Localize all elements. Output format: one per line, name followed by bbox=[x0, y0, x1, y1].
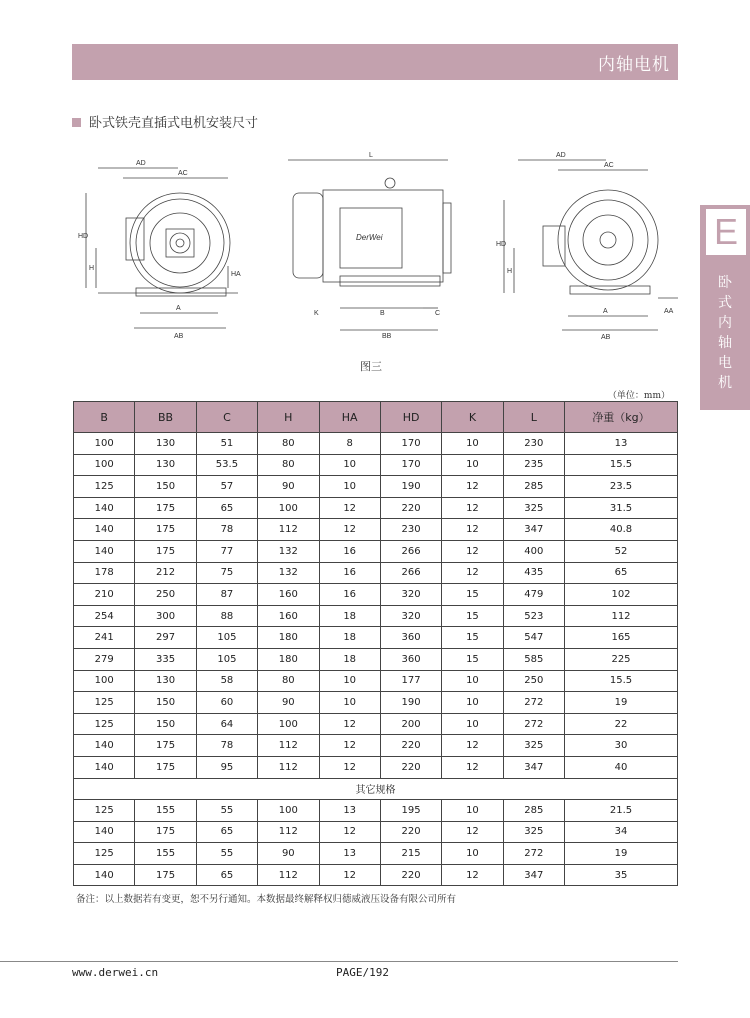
table-body-main bbox=[74, 433, 678, 779]
table-cell: 140 bbox=[74, 497, 135, 519]
table-row bbox=[74, 648, 678, 670]
dim-label-a-rear: A bbox=[603, 308, 608, 315]
table-cell: 57 bbox=[196, 476, 257, 498]
side-view-drawing bbox=[288, 160, 451, 330]
table-cell: 16 bbox=[319, 540, 380, 562]
table-cell: 65 bbox=[196, 864, 257, 886]
table-cell: 87 bbox=[196, 584, 257, 606]
table-cell: 272 bbox=[503, 843, 564, 865]
table-cell: 155 bbox=[135, 843, 196, 865]
table-row bbox=[74, 821, 678, 843]
table-cell: 220 bbox=[380, 497, 441, 519]
table-cell: 175 bbox=[135, 864, 196, 886]
col-header-hd: HD bbox=[380, 402, 441, 433]
table-cell: 132 bbox=[258, 540, 319, 562]
table-cell: 100 bbox=[74, 454, 135, 476]
footer-divider bbox=[0, 961, 678, 962]
col-header-c: C bbox=[196, 402, 257, 433]
table-body-other bbox=[74, 800, 678, 886]
table-cell: 190 bbox=[380, 692, 441, 714]
table-cell: 16 bbox=[319, 584, 380, 606]
table-cell: 12 bbox=[442, 864, 503, 886]
table-cell: 435 bbox=[503, 562, 564, 584]
dim-label-hd: HD bbox=[78, 233, 89, 240]
table-cell: 12 bbox=[319, 864, 380, 886]
dim-label-b: B bbox=[380, 310, 385, 317]
table-cell: 220 bbox=[380, 821, 441, 843]
dim-label-ac-rear: AC bbox=[604, 162, 614, 169]
table-cell: 220 bbox=[380, 756, 441, 778]
table-cell: 40.8 bbox=[565, 519, 678, 541]
table-row bbox=[74, 670, 678, 692]
rear-view-drawing bbox=[504, 160, 678, 330]
table-cell: 165 bbox=[565, 627, 678, 649]
section-heading bbox=[72, 112, 258, 131]
table-body-divider bbox=[74, 778, 678, 800]
dim-label-hd-rear: HD bbox=[496, 241, 507, 248]
table-cell: 150 bbox=[135, 476, 196, 498]
table-row bbox=[74, 713, 678, 735]
dim-label-a: A bbox=[176, 305, 181, 312]
table-cell: 52 bbox=[565, 540, 678, 562]
table-cell: 80 bbox=[258, 433, 319, 455]
table-cell: 160 bbox=[258, 605, 319, 627]
table-cell: 266 bbox=[380, 540, 441, 562]
table-cell: 335 bbox=[135, 648, 196, 670]
side-view-labels bbox=[314, 152, 440, 340]
table-cell: 8 bbox=[319, 433, 380, 455]
table-cell: 254 bbox=[74, 605, 135, 627]
table-cell: 220 bbox=[380, 864, 441, 886]
table-row bbox=[74, 454, 678, 476]
table-cell: 279 bbox=[74, 648, 135, 670]
table-cell: 320 bbox=[380, 584, 441, 606]
table-cell: 15 bbox=[442, 605, 503, 627]
table-cell: 250 bbox=[503, 670, 564, 692]
table-cell: 112 bbox=[565, 605, 678, 627]
table-cell: 12 bbox=[442, 735, 503, 757]
table-row bbox=[74, 735, 678, 757]
table-cell: 132 bbox=[258, 562, 319, 584]
table-cell: 235 bbox=[503, 454, 564, 476]
dim-label-ad: AD bbox=[136, 160, 146, 167]
table-cell: 272 bbox=[503, 692, 564, 714]
table-cell: 190 bbox=[380, 476, 441, 498]
table-cell: 10 bbox=[442, 843, 503, 865]
table-cell: 23.5 bbox=[565, 476, 678, 498]
table-cell: 400 bbox=[503, 540, 564, 562]
col-header-ha: HA bbox=[319, 402, 380, 433]
col-header-h: H bbox=[258, 402, 319, 433]
table-cell: 16 bbox=[319, 562, 380, 584]
table-cell: 180 bbox=[258, 648, 319, 670]
table-cell: 35 bbox=[565, 864, 678, 886]
table-cell: 347 bbox=[503, 756, 564, 778]
bullet-square-icon bbox=[72, 118, 81, 127]
table-cell: 215 bbox=[380, 843, 441, 865]
table-cell: 90 bbox=[258, 476, 319, 498]
table-cell: 266 bbox=[380, 562, 441, 584]
table-cell: 80 bbox=[258, 670, 319, 692]
page-title: 内轴电机 bbox=[598, 55, 670, 75]
table-row bbox=[74, 800, 678, 822]
table-cell: 140 bbox=[74, 756, 135, 778]
table-row bbox=[74, 605, 678, 627]
table-cell: 125 bbox=[74, 692, 135, 714]
table-row bbox=[74, 864, 678, 886]
table-cell: 347 bbox=[503, 519, 564, 541]
table-cell: 65 bbox=[565, 562, 678, 584]
table-cell: 241 bbox=[74, 627, 135, 649]
table-cell: 325 bbox=[503, 735, 564, 757]
table-cell: 523 bbox=[503, 605, 564, 627]
table-cell: 58 bbox=[196, 670, 257, 692]
table-cell: 10 bbox=[442, 433, 503, 455]
table-row bbox=[74, 497, 678, 519]
table-cell: 100 bbox=[74, 433, 135, 455]
table-cell: 325 bbox=[503, 821, 564, 843]
table-cell: 12 bbox=[319, 735, 380, 757]
table-cell: 100 bbox=[74, 670, 135, 692]
table-cell: 90 bbox=[258, 843, 319, 865]
table-row bbox=[74, 756, 678, 778]
table-cell: 78 bbox=[196, 735, 257, 757]
dim-label-ac: AC bbox=[178, 170, 188, 177]
table-row bbox=[74, 584, 678, 606]
brand-nameplate: DerWei bbox=[356, 233, 383, 242]
table-cell: 10 bbox=[319, 670, 380, 692]
dim-label-l: L bbox=[369, 152, 373, 159]
table-cell: 51 bbox=[196, 433, 257, 455]
table-row bbox=[74, 627, 678, 649]
table-cell: 12 bbox=[319, 756, 380, 778]
table-cell: 90 bbox=[258, 692, 319, 714]
table-cell: 547 bbox=[503, 627, 564, 649]
table-cell: 285 bbox=[503, 476, 564, 498]
table-cell: 220 bbox=[380, 735, 441, 757]
front-view-drawing bbox=[86, 168, 238, 328]
table-cell: 130 bbox=[135, 454, 196, 476]
table-cell: 13 bbox=[319, 800, 380, 822]
dim-label-ab: AB bbox=[174, 333, 184, 340]
table-cell: 250 bbox=[135, 584, 196, 606]
table-cell: 55 bbox=[196, 843, 257, 865]
table-cell: 112 bbox=[258, 864, 319, 886]
table-cell: 210 bbox=[74, 584, 135, 606]
table-cell: 112 bbox=[258, 756, 319, 778]
table-cell: 10 bbox=[442, 670, 503, 692]
footer-website-link[interactable]: www.derwei.cn bbox=[72, 966, 159, 979]
table-cell: 150 bbox=[135, 713, 196, 735]
col-header-weight: 净重（kg） bbox=[565, 402, 678, 433]
table-cell: 64 bbox=[196, 713, 257, 735]
table-cell: 285 bbox=[503, 800, 564, 822]
table-cell: 21.5 bbox=[565, 800, 678, 822]
table-cell: 10 bbox=[319, 476, 380, 498]
table-cell: 15.5 bbox=[565, 670, 678, 692]
dim-label-ad-rear: AD bbox=[556, 152, 566, 159]
dim-label-k: K bbox=[314, 310, 319, 317]
table-row-section bbox=[74, 778, 678, 800]
table-cell: 55 bbox=[196, 800, 257, 822]
table-cell: 10 bbox=[442, 800, 503, 822]
table-cell: 12 bbox=[442, 821, 503, 843]
table-cell: 212 bbox=[135, 562, 196, 584]
table-cell: 177 bbox=[380, 670, 441, 692]
table-cell: 175 bbox=[135, 756, 196, 778]
table-cell: 12 bbox=[442, 497, 503, 519]
table-cell: 13 bbox=[319, 843, 380, 865]
table-cell: 12 bbox=[319, 519, 380, 541]
dim-label-h-rear: H bbox=[507, 268, 513, 275]
table-cell: 10 bbox=[442, 454, 503, 476]
table-cell: 300 bbox=[135, 605, 196, 627]
table-cell: 65 bbox=[196, 497, 257, 519]
table-row bbox=[74, 433, 678, 455]
col-header-bb: BB bbox=[135, 402, 196, 433]
dimensions-table bbox=[73, 401, 678, 886]
dim-label-ha: HA bbox=[231, 271, 241, 278]
table-cell: 297 bbox=[135, 627, 196, 649]
table-cell: 105 bbox=[196, 648, 257, 670]
table-row bbox=[74, 562, 678, 584]
table-cell: 112 bbox=[258, 519, 319, 541]
table-cell: 12 bbox=[442, 476, 503, 498]
table-cell: 125 bbox=[74, 843, 135, 865]
table-row bbox=[74, 519, 678, 541]
table-cell: 10 bbox=[442, 692, 503, 714]
table-cell: 175 bbox=[135, 735, 196, 757]
table-cell: 170 bbox=[380, 454, 441, 476]
table-cell: 140 bbox=[74, 864, 135, 886]
table-row bbox=[74, 843, 678, 865]
table-cell: 140 bbox=[74, 540, 135, 562]
dim-label-ab-rear: AB bbox=[601, 334, 611, 341]
side-tab-letter: E bbox=[706, 209, 746, 255]
table-cell: 230 bbox=[503, 433, 564, 455]
table-cell: 12 bbox=[442, 519, 503, 541]
table-cell: 100 bbox=[258, 497, 319, 519]
table-cell: 13 bbox=[565, 433, 678, 455]
table-cell: 112 bbox=[258, 821, 319, 843]
table-cell: 140 bbox=[74, 519, 135, 541]
table-cell: 112 bbox=[258, 735, 319, 757]
table-cell: 360 bbox=[380, 648, 441, 670]
table-cell: 175 bbox=[135, 821, 196, 843]
section-heading-text: 卧式铁壳直插式电机安装尺寸 bbox=[89, 116, 259, 131]
footnote: 备注：以上数据若有变更，恕不另行通知。本数据最终解释权归德威液压设备有限公司所有 bbox=[76, 894, 457, 905]
other-specs-label: 其它规格 bbox=[74, 778, 678, 800]
table-cell: 80 bbox=[258, 454, 319, 476]
table-cell: 585 bbox=[503, 648, 564, 670]
dim-label-c: C bbox=[435, 310, 441, 317]
table-cell: 102 bbox=[565, 584, 678, 606]
table-cell: 18 bbox=[319, 605, 380, 627]
side-tab bbox=[699, 205, 750, 410]
table-cell: 175 bbox=[135, 519, 196, 541]
table-cell: 53.5 bbox=[196, 454, 257, 476]
col-header-k: K bbox=[442, 402, 503, 433]
dim-label-aa-rear: AA bbox=[664, 308, 674, 315]
table-cell: 15 bbox=[442, 648, 503, 670]
table-cell: 125 bbox=[74, 476, 135, 498]
table-cell: 170 bbox=[380, 433, 441, 455]
table-cell: 195 bbox=[380, 800, 441, 822]
table-cell: 272 bbox=[503, 713, 564, 735]
table-row bbox=[74, 692, 678, 714]
table-cell: 100 bbox=[258, 713, 319, 735]
table-cell: 160 bbox=[258, 584, 319, 606]
table-cell: 12 bbox=[442, 540, 503, 562]
table-cell: 75 bbox=[196, 562, 257, 584]
table-cell: 155 bbox=[135, 800, 196, 822]
table-cell: 22 bbox=[565, 713, 678, 735]
table-header-row bbox=[74, 402, 678, 433]
table-cell: 10 bbox=[442, 713, 503, 735]
table-cell: 175 bbox=[135, 497, 196, 519]
table-cell: 360 bbox=[380, 627, 441, 649]
table-cell: 15 bbox=[442, 584, 503, 606]
figure-caption: 图三 bbox=[360, 360, 382, 373]
side-tab-text: 卧式内轴电机 bbox=[718, 275, 732, 391]
footer-page-number: PAGE/192 bbox=[336, 966, 389, 979]
table-cell: 347 bbox=[503, 864, 564, 886]
table-cell: 77 bbox=[196, 540, 257, 562]
dim-label-bb: BB bbox=[382, 333, 392, 340]
table-cell: 60 bbox=[196, 692, 257, 714]
table-cell: 19 bbox=[565, 692, 678, 714]
table-cell: 78 bbox=[196, 519, 257, 541]
table-cell: 18 bbox=[319, 648, 380, 670]
table-cell: 200 bbox=[380, 713, 441, 735]
table-cell: 130 bbox=[135, 670, 196, 692]
table-cell: 19 bbox=[565, 843, 678, 865]
table-cell: 105 bbox=[196, 627, 257, 649]
table-cell: 225 bbox=[565, 648, 678, 670]
table-cell: 65 bbox=[196, 821, 257, 843]
table-cell: 320 bbox=[380, 605, 441, 627]
table-cell: 12 bbox=[442, 756, 503, 778]
table-cell: 130 bbox=[135, 433, 196, 455]
table-cell: 34 bbox=[565, 821, 678, 843]
motor-drawings bbox=[78, 148, 678, 348]
table-cell: 15 bbox=[442, 627, 503, 649]
table-cell: 31.5 bbox=[565, 497, 678, 519]
table-cell: 12 bbox=[319, 713, 380, 735]
table-cell: 18 bbox=[319, 627, 380, 649]
col-header-l: L bbox=[503, 402, 564, 433]
table-cell: 12 bbox=[319, 821, 380, 843]
table-cell: 140 bbox=[74, 735, 135, 757]
table-cell: 10 bbox=[319, 454, 380, 476]
table-cell: 100 bbox=[258, 800, 319, 822]
table-cell: 325 bbox=[503, 497, 564, 519]
table-cell: 88 bbox=[196, 605, 257, 627]
table-cell: 30 bbox=[565, 735, 678, 757]
table-cell: 230 bbox=[380, 519, 441, 541]
table-cell: 12 bbox=[319, 497, 380, 519]
table-cell: 175 bbox=[135, 540, 196, 562]
table-cell: 479 bbox=[503, 584, 564, 606]
table-cell: 95 bbox=[196, 756, 257, 778]
header-bar bbox=[72, 44, 678, 80]
table-cell: 15.5 bbox=[565, 454, 678, 476]
table-cell: 125 bbox=[74, 713, 135, 735]
table-cell: 40 bbox=[565, 756, 678, 778]
table-cell: 140 bbox=[74, 821, 135, 843]
unit-label: （单位：mm） bbox=[607, 391, 670, 401]
table-cell: 10 bbox=[319, 692, 380, 714]
table-cell: 178 bbox=[74, 562, 135, 584]
table-cell: 180 bbox=[258, 627, 319, 649]
table-row bbox=[74, 540, 678, 562]
table-row bbox=[74, 476, 678, 498]
table-cell: 12 bbox=[442, 562, 503, 584]
col-header-b: B bbox=[74, 402, 135, 433]
dim-label-h: H bbox=[89, 265, 95, 272]
table-cell: 150 bbox=[135, 692, 196, 714]
rear-view-labels bbox=[496, 152, 674, 341]
table-cell: 125 bbox=[74, 800, 135, 822]
